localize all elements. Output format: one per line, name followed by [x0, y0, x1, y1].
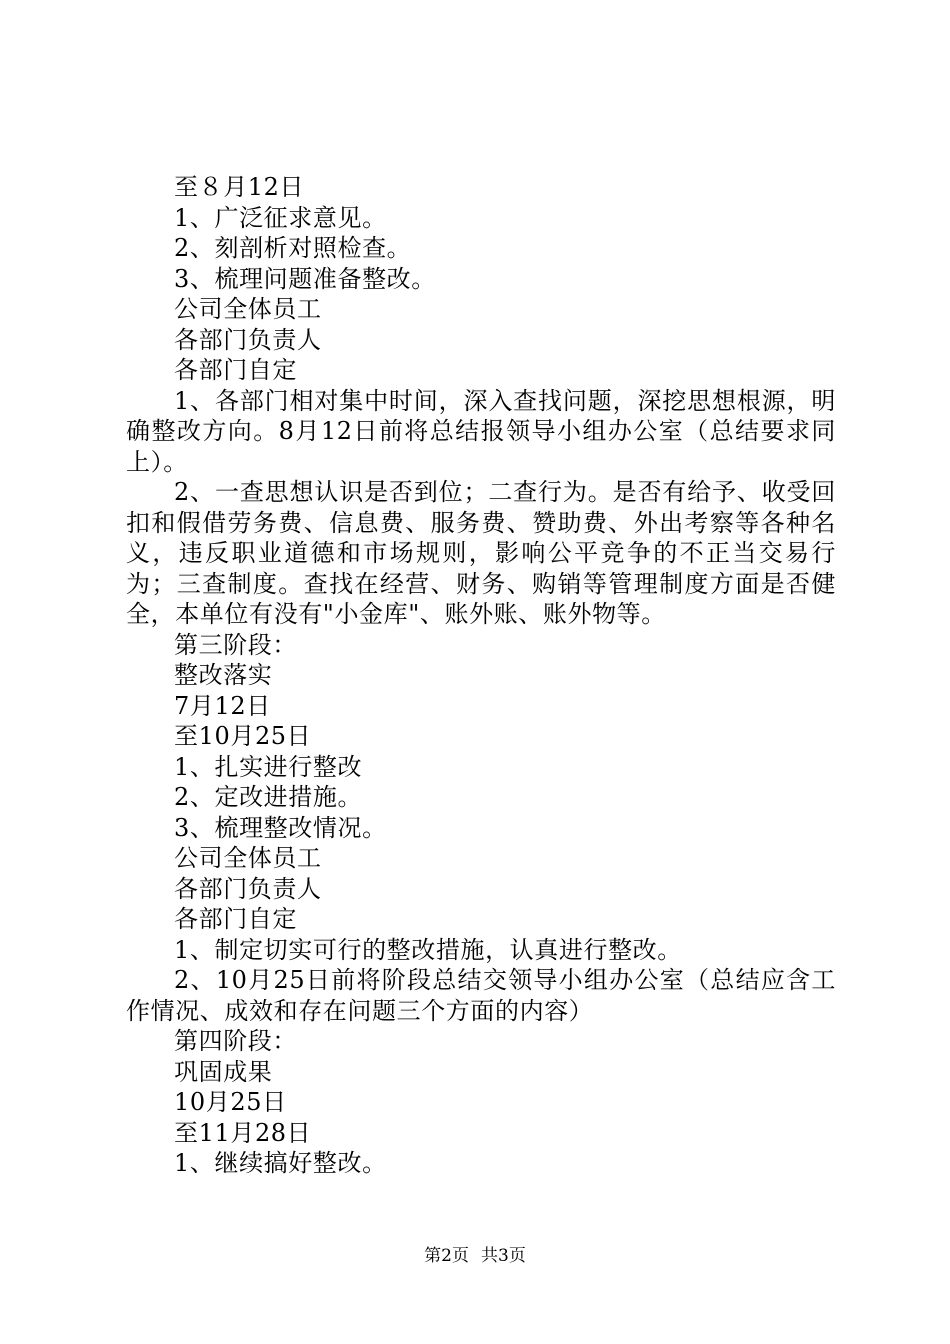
paragraph: 各部门负责人: [174, 325, 322, 354]
page-number: 第2页: [424, 1246, 469, 1266]
paragraph: 1、广泛征求意见。: [174, 203, 387, 232]
paragraph: 1、制定切实可行的整改措施，认真进行整改。: [174, 935, 682, 964]
paragraph: 10月25日: [174, 1088, 287, 1116]
paragraph: 公司全体员工: [174, 295, 322, 323]
paragraph: 2、刻剖析对照检查。: [174, 234, 412, 262]
paragraph: 2、定改进措施。: [174, 783, 363, 811]
paragraph: 2、一查思想认识是否到位；二查行为。是否有给予、收受回扣和假借劳务费、信息费、服务费、赞助费、外出考察等各种名义，违反职业道德和市场规则，影响公平竞争的不正当交易行为；三查制度。查找在经营、财务、购销等管理制度方面是否健全，本单位有没有"小金库"、账外账、账外物等。: [126, 478, 836, 628]
paragraph: 各部门自定: [174, 356, 297, 384]
paragraph: 2、10月25日前将阶段总结交领导小组办公室（总结应含工作情况、成效和存在问题三个方面的内容）: [126, 966, 836, 1025]
paragraph: 1、继续搞好整改。: [174, 1149, 387, 1177]
paragraph: 3、梳理问题准备整改。: [174, 264, 436, 293]
paragraph: 各部门自定: [174, 905, 297, 933]
paragraph: 1、各部门相对集中时间，深入查找问题，深挖思想根源，明确整改方向。8月12日前将总结报领导小组办公室（总结要求同上）。: [126, 386, 836, 476]
paragraph: 公司全体员工: [174, 844, 322, 872]
page-total: 共3页: [481, 1246, 526, 1266]
paragraph: 3、梳理整改情况。: [174, 813, 387, 842]
paragraph: 至11月28日: [174, 1118, 312, 1147]
paragraph: 第三阶段：: [174, 630, 297, 659]
paragraph: 至８月12日: [174, 173, 305, 201]
paragraph: 1、扎实进行整改: [174, 752, 363, 781]
paragraph: 第四阶段：: [174, 1027, 297, 1055]
document-body: [126, 172, 836, 1179]
page-footer: [0, 1244, 950, 1268]
paragraph: 各部门负责人: [174, 874, 322, 903]
paragraph: 整改落实: [174, 661, 273, 689]
paragraph: 巩固成果: [174, 1057, 273, 1086]
paragraph: 7月12日: [174, 691, 271, 720]
paragraph: 至10月25日: [174, 722, 312, 750]
